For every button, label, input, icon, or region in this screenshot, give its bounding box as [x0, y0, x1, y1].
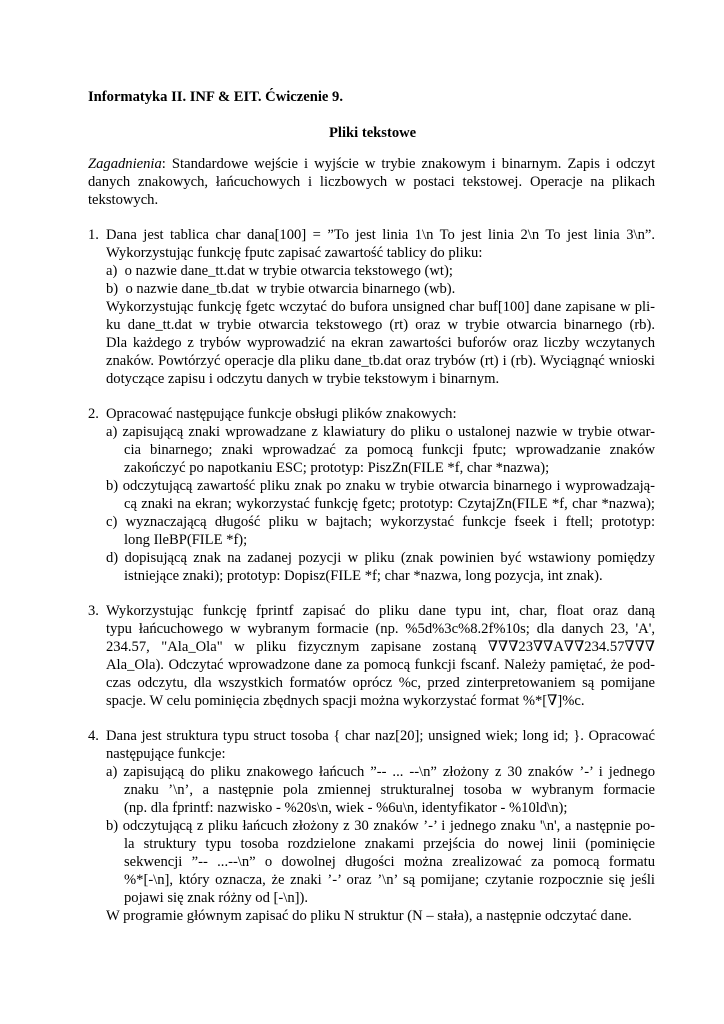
task-line: ku dane_tt.dat w trybie otwarcia tekstowego (rt) oraz w trybie otwarcia binarnego (rb). — [106, 317, 655, 333]
task-line: znaków. Powtórzyć operacje dla pliku dane_tb.dat oraz trybów (rt) i (rb). Wyciągnąć wnioski — [106, 353, 655, 369]
document-header: Informatyka II. INF & EIT. Ćwiczenie 9. — [88, 89, 343, 105]
task-number: 1. — [88, 227, 99, 243]
task-line: long IleBP(FILE *f); — [124, 532, 248, 548]
task-line: (np. dla fprintf: nazwisko - %20s\n, wiek - %6u\n, identyfikator - %10ld\n); — [124, 800, 568, 816]
task-line: Dla każdego z trybów wyprowadzić na ekran zawartości buforów oraz liczby wczytanych — [106, 335, 655, 351]
task-line: czas odczytu, dla wszystkich formatów oprócz %c, przed zinterpretowaniem są pomijane — [106, 675, 655, 691]
task-line: b) o nazwie dane_tb.dat w trybie otwarcia binarnego (wb). — [106, 281, 456, 297]
task-line: %*[-\n], który oznacza, że znaki ’-’ oraz ’\n’ są pomijane; czytanie rozpocznie się jeśli — [124, 872, 655, 888]
task-number: 2. — [88, 406, 99, 422]
intro-label: Zagadnienia — [88, 156, 162, 172]
task-line: zakończyć po napotkaniu ESC; prototyp: PiszZn(FILE *f, char *nazwa); — [124, 460, 550, 476]
task-line: 234.57, "Ala_Ola" w pliku fizycznym zapisane zostaną ∇∇∇23∇∇A∇∇234.57∇∇∇ — [106, 639, 655, 655]
task-line: Dana jest tablica char dana[100] = ”To jest linia 1\n To jest linia 2\n To jest linia 3\n”. — [106, 227, 655, 243]
task-line: Wykorzystując funkcję fgetc wczytać do bufora unsigned char buf[100] dane zapisane w pli- — [106, 299, 655, 315]
task-line: a) zapisującą znaki wprowadzane z klawiatury do pliku o ustalonej nazwie w trybie otwar- — [106, 424, 655, 440]
task-line: b) odczytującą zawartość pliku znak po znaku w trybie otwarcia binarnego i wyprowadzają- — [106, 478, 655, 494]
task-line: Opracować następujące funkcje obsługi plików znakowych: — [106, 406, 457, 422]
task-line: spacje. W celu pominięcia zbędnych spacji można wykorzystać format %*[∇]%c. — [106, 693, 585, 709]
task-line: Ala_Ola). Odczytać wprowadzone dane za pomocą funkcji fscanf. Należy pamiętać, że pod- — [106, 657, 655, 673]
task-line: d) dopisującą znak na zadanej pozycji w pliku (znak powinien być wstawiony pomiędzy — [106, 550, 655, 566]
task-line: la struktury typu tosoba rozdzielone znakami przejścia do nowej linii (pominięcie — [124, 836, 655, 852]
document-title: Pliki tekstowe — [329, 125, 417, 141]
task-line: cą znaki na ekran; wykorzystać funkcję fgetc; prototyp: CzytajZn(FILE *f, char *nazwa); — [124, 496, 655, 512]
task-line: Wykorzystując funkcję fprintf zapisać do pliku dane typu int, char, float oraz daną — [106, 603, 655, 619]
task-line: pojawi się znak różny od [-\n]). — [124, 890, 308, 906]
task-line: a) o nazwie dane_tt.dat w trybie otwarcia tekstowego (wt); — [106, 263, 453, 279]
task-line: następujące funkcje: — [106, 746, 226, 762]
task-line: a) zapisującą do pliku znakowego łańcuch ”-- ... --\n” złożony z 30 znaków ’-’ i jednego — [106, 764, 655, 780]
task-line: c) wyznaczającą długość pliku w bajtach; wykorzystać funkcje fseek i ftell; prototyp: — [106, 514, 655, 530]
task-line: cia binarnego; znaki wprowadzać za pomocą funkcji fputc; wprowadzanie znaków — [124, 442, 655, 458]
task-number: 4. — [88, 728, 99, 744]
task-line: Wykorzystując funkcję fputc zapisać zawartość tablicy do pliku: — [106, 245, 483, 261]
task-line: b) odczytującą z pliku łańcuch złożony z 30 znaków ’-’ i jednego znaku '\n', a następnie po- — [106, 818, 655, 834]
task-line: Dana jest struktura typu struct tosoba { char naz[20]; unsigned wiek; long id; }. Opracować — [106, 728, 655, 744]
task-line: znaku ’\n’, a następnie pola zmiennej strukturalnej tosoba w wybranym formacie — [124, 782, 655, 798]
task-line: typu łańcuchowego w wybranym formacie (np. %5d%3c%8.2f%10s; dla danych 23, 'A', — [106, 621, 655, 637]
intro-line-2: danych znakowych, łańcuchowych i liczbowych w postaci tekstowej. Operacje na plikach — [88, 174, 655, 190]
intro-line-1 — [88, 155, 655, 173]
task-line: dotyczące zapisu i odczytu danych w trybie tekstowym i binarnym. — [106, 371, 500, 387]
task-line: sekwencji ”-- ...--\n” o dowolnej długości można zrealizować za pomocą formatu — [124, 854, 655, 870]
task-line: W programie głównym zapisać do pliku N struktur (N – stała), a następnie odczytać dane. — [106, 908, 632, 924]
task-line: istniejące znaki); prototyp: Dopisz(FILE *f; char *nazwa, long pozycja, int znak). — [124, 568, 603, 584]
intro-text-1: : Standardowe wejście i wyjście w trybie znakowym i binarnym. Zapis i odczyt — [161, 156, 655, 172]
intro-line-3: tekstowych. — [88, 192, 159, 208]
task-number: 3. — [88, 603, 99, 619]
